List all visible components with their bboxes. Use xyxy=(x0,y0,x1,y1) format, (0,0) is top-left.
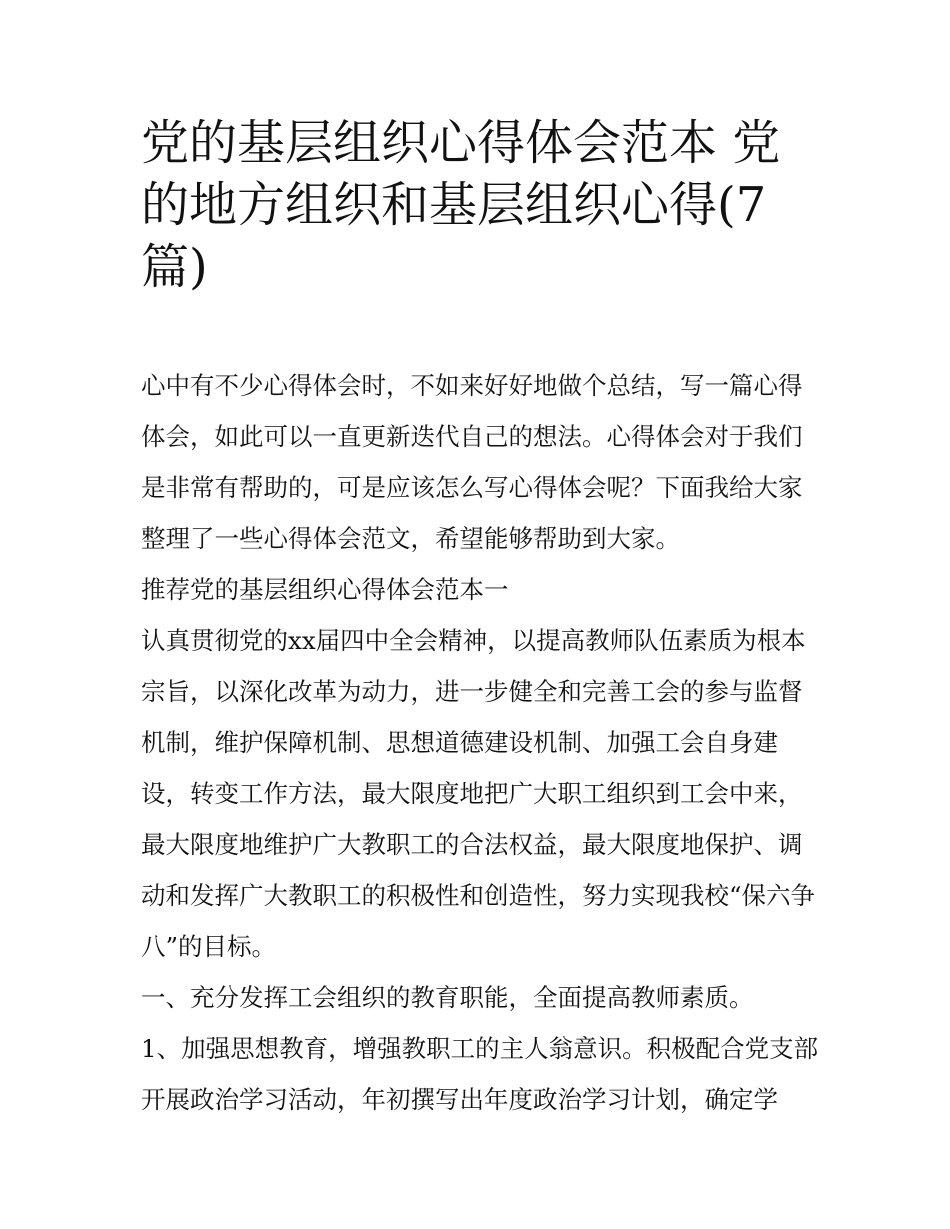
body-paragraph: 认真贯彻党的xx届四中全会精神，以提高教师队伍素质为根本宗旨，以深化改革为动力，进一步健全和完善工会的参与监督机制，维护保障机制、思想道德建设机制、加强工会自身建设，转变工作方法，最大限度地把广大职工组织到工会中来，最大限度地维护广大教职工的合法权益，最大限度地保护、调动和发挥广大教职工的积极性和创造性，努力实现我校“保六争八”的目标。 xyxy=(141,626,816,961)
subsection-heading: 一、充分发挥工会组织的教育职能，全面提高教师素质。 xyxy=(141,983,754,1012)
document-title: 党的基层组织心得体会范本 党的地方组织和基层组织心得(7篇) xyxy=(141,115,781,295)
section-heading: 推荐党的基层组织心得体会范本一 xyxy=(141,575,509,604)
list-item-paragraph: 1、加强思想教育，增强教职工的主人翁意识。积极配合党支部开展政治学习活动，年初撰写出年度政治学习计划，确定学 xyxy=(141,1034,819,1114)
intro-paragraph: 心中有不少心得体会时，不如来好好地做个总结，写一篇心得体会，如此可以一直更新迭代自己的想法。心得体会对于我们是非常有帮助的，可是应该怎么写心得体会呢？下面我给大家整理了一些心得体会范文，希望能够帮助到大家。 xyxy=(141,371,803,553)
document-body xyxy=(141,360,821,1125)
